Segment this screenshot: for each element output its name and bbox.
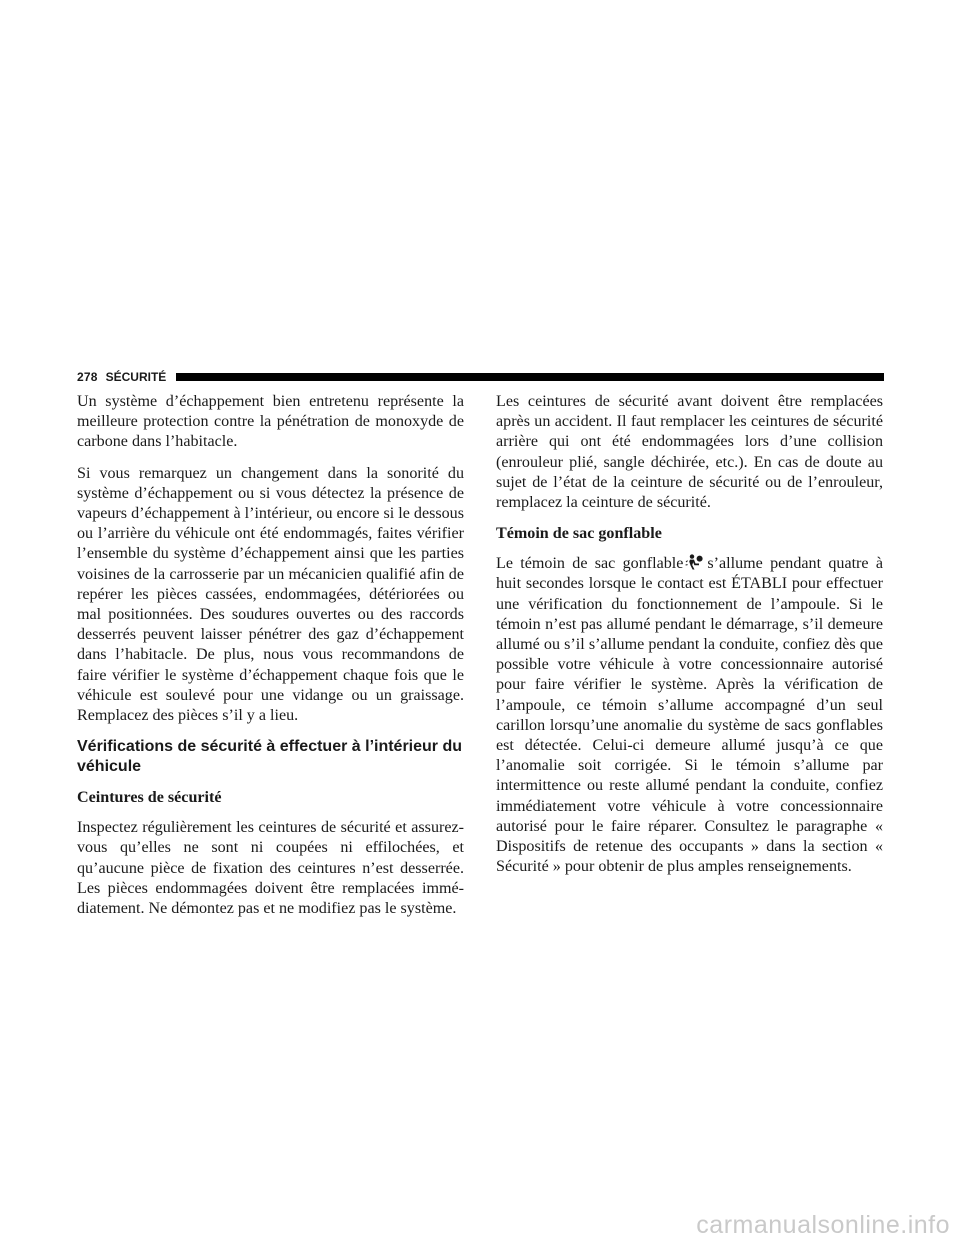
left-column xyxy=(77,392,464,930)
subheading-airbag-light: Témoin de sac gonflable xyxy=(496,525,662,543)
subheading-seat-belts: Ceintures de sécurité xyxy=(77,789,222,807)
paragraph-seat-belt-inspection: Inspectez régulièrement les ceintures de sécurité et assurez-vous qu’elles ne sont ni coupées ni effilochées, et qu’aucune pièce de fixation des ceintures n’est desserrée. Les pièces endommagées doivent être remplacées immédiatement. Ne démontez pas et ne modifiez pas le système. xyxy=(77,819,464,918)
page-number: 278 xyxy=(77,370,98,384)
right-column xyxy=(496,392,883,888)
section-heading-interior-checks: Vérifications de sécurité à effectuer à l’intérieur du véhicule xyxy=(77,738,463,776)
paragraph-airbag-light xyxy=(496,554,883,877)
paragraph-exhaust-inspection: Si vous remarquez un changement dans la sonorité du système d’échappement ou si vous détectez la présence de vapeurs d’échappement à l’intérieur, ou encore si le dessous ou l’arrière du véhicule ont été endommagés, faites vérifier l’ensemble du système d’échappement ainsi que les parties voisines de la carrosserie par un mécanicien qualifié afin de repérer les pièces cassées, endommagées, détériorées ou mal positionnées. Des soudures ouvertes ou des raccords desserrés peuvent laisser pénétrer des gaz d’échappement dans l’habitacle. De plus, nous vous recommandons de faire vérifier le système d’échappement chaque fois que le véhicule est soulevé pour une vidange ou un graissage. Remplacez des pièces s’il y a lieu. xyxy=(77,464,464,725)
section-title: SÉCURITÉ xyxy=(105,370,167,384)
airbag-text-start: Le témoin de sac gonflable xyxy=(496,555,684,573)
header-rule xyxy=(176,373,884,381)
airbag-warning-icon xyxy=(685,554,703,570)
airbag-text-rest: s’allume pendant quatre à huit secondes lorsque le contact est ÉTABLI pour effectuer une vérification du fonctionnement de l’ampoule. Si le témoin n’est pas allumé pendant le démarrage, s’il demeure allumé ou s’il s’allume pendant la conduite, confiez dès que possible votre véhicule à votre concessionnaire autorisé pour faire vérifier le système. Après la vérification de l’ampoule, ce témoin s’allume accompagné d’un seul carillon lorsqu’une anomalie du système de sacs gonflables est détectée. Celui-ci demeure allumé jusqu’à ce que l’anomalie soit corrigée. Si le témoin s’allume par intermittence ou reste allumé pendant la conduite, confiez immédiatement votre véhicule à votre concessionnaire autorisé pour le faire réparer. Consultez le paragraphe « Dispositifs de retenue des occupants » dans la section « Sécurité » pour obtenir de plus amples renseignements. xyxy=(496,555,884,876)
page-header xyxy=(77,369,884,385)
paragraph-seat-belt-replacement: Les ceintures de sécurité avant doivent être remplacées après un accident. Il faut remplacer les ceintures de sécurité arrière qui ont été endommagées lors d’une collision (enrouleur plié, sangle déchirée, etc.). En cas de doute au sujet de l’état de la ceinture de sécurité ou de l’enrouleur, remplacez la ceinture de sécurité. xyxy=(496,393,883,512)
watermark: carmanualsonline.info xyxy=(696,1211,950,1239)
paragraph-exhaust-intro: Un système d’échappement bien entretenu représente la meilleure protection contre la pénétration de monoxyde de carbone dans l’habitacle. xyxy=(77,393,464,451)
